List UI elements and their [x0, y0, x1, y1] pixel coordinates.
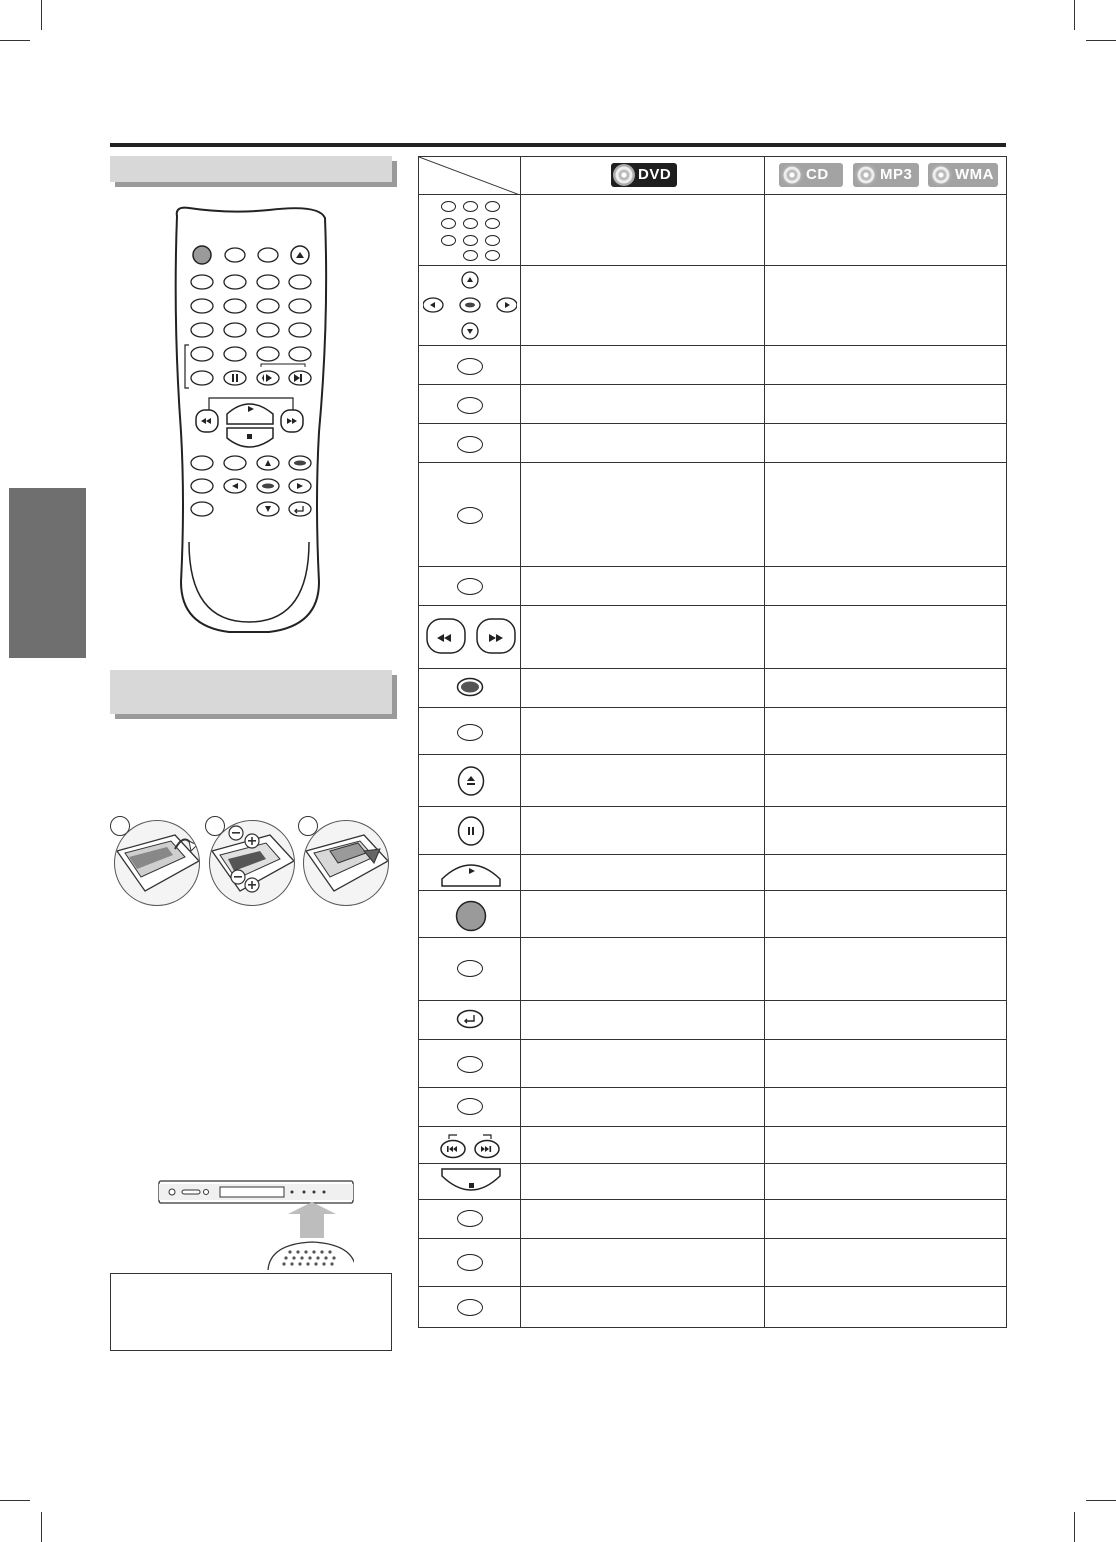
number-keypad-icon: [439, 199, 501, 261]
row-divider: [419, 668, 1006, 669]
header-diagonal: [419, 157, 520, 195]
row-divider: [419, 1163, 1006, 1164]
wma-logo: WMA: [928, 163, 998, 187]
oval-button-icon: [457, 1254, 483, 1271]
row-divider: [419, 707, 1006, 708]
dvd-player-illustration: [158, 1180, 354, 1270]
oval-button-icon: [457, 1098, 483, 1115]
row-divider: [419, 384, 1006, 385]
oval-button-icon: [457, 1299, 483, 1316]
crop-mark: [0, 40, 30, 41]
eject-icon: [457, 765, 485, 797]
row-divider: [419, 1126, 1006, 1127]
row-divider: [419, 345, 1006, 346]
crop-mark: [41, 0, 42, 30]
crop-mark: [0, 1500, 30, 1501]
side-tab: [9, 488, 86, 658]
row-divider: [419, 1000, 1006, 1001]
row-divider: [419, 754, 1006, 755]
crop-mark: [41, 1512, 42, 1542]
power-button-icon: [455, 899, 487, 933]
header-rule: [110, 143, 1006, 147]
row-divider: [419, 1087, 1006, 1088]
battery-cover-close-illustration: [303, 820, 389, 906]
cd-logo: CD: [779, 163, 843, 187]
row-divider: [419, 194, 1006, 195]
section-bar-remote: [110, 156, 392, 182]
table-col-divider: [764, 157, 765, 1327]
row-divider: [419, 566, 1006, 567]
oval-button-icon: [457, 1210, 483, 1227]
mp3-logo: MP3: [853, 163, 919, 187]
row-divider: [419, 1039, 1006, 1040]
row-divider: [419, 462, 1006, 463]
oval-button-icon: [457, 578, 483, 595]
dvd-logo: DVD: [611, 163, 677, 187]
battery-cover-open-illustration: [114, 820, 200, 906]
enter-dark-button-icon: [456, 677, 484, 697]
row-divider: [419, 1238, 1006, 1239]
oval-button-icon: [457, 960, 483, 977]
row-divider: [419, 265, 1006, 266]
cursor-arrows-icon: [423, 268, 517, 342]
oval-button-icon: [457, 397, 483, 414]
rewind-forward-icon: [425, 615, 517, 657]
row-divider: [419, 937, 1006, 938]
battery-insert-illustration: [209, 820, 295, 906]
oval-button-icon: [457, 358, 483, 375]
row-divider: [419, 806, 1006, 807]
remote-control-illustration: [169, 202, 331, 636]
button-function-table: [418, 156, 1007, 1328]
row-divider: [419, 605, 1006, 606]
row-divider: [419, 854, 1006, 855]
row-divider: [419, 890, 1006, 891]
oval-button-icon: [457, 436, 483, 453]
stop-icon: [439, 1166, 503, 1198]
oval-button-icon: [457, 1056, 483, 1073]
row-divider: [419, 1199, 1006, 1200]
crop-mark: [1074, 0, 1075, 30]
crop-mark: [1086, 1500, 1116, 1501]
oval-button-icon: [457, 507, 483, 524]
oval-button-icon: [457, 724, 483, 741]
play-icon: [439, 857, 503, 889]
return-icon: [456, 1009, 484, 1029]
row-divider: [419, 423, 1006, 424]
skip-icon: [439, 1129, 503, 1161]
pause-icon: [457, 815, 485, 847]
section-bar-batteries: [110, 670, 392, 714]
row-divider: [419, 1286, 1006, 1287]
note-box: [110, 1273, 392, 1351]
table-col-divider: [520, 157, 521, 1327]
crop-mark: [1074, 1512, 1075, 1542]
crop-mark: [1086, 40, 1116, 41]
